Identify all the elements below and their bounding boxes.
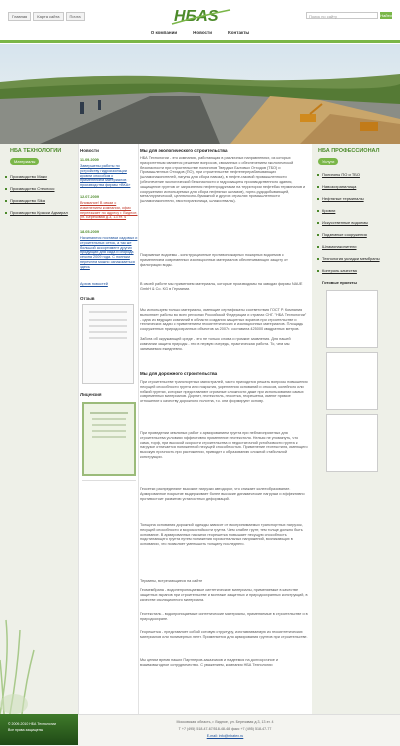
project-thumbnail[interactable] [326, 290, 378, 348]
bullet-icon [5, 212, 7, 214]
right-item-underground[interactable]: Подземные сооружения [322, 232, 367, 237]
paragraph: Геомембрана - водонепроницаемые синтетические материалы, применяемые в качестве защитных экранов при строительстве и монтаже защитных и природоохранных конструкций, в качестве изоляционного материала. [140, 588, 308, 602]
paragraph: Геосетки распределяют высокие нагрузки автодорог, что снижает колееобразование. Армированное покрытие выдерживает более высокие динамические нагрузки и эффективно противостоит развитию усталостных деформаций. [140, 487, 305, 501]
right-item-membrane[interactable]: Технология укладки мембраны [322, 256, 380, 261]
news-item[interactable]: Начинаются поставки садовых и строительных сеток, а так же большой ассортимент других продукции для сада и огорода сезона 2009 года. С полным перечнем можно ознакомиться здесь [80, 236, 138, 269]
bullet-icon [5, 200, 7, 202]
home-link[interactable]: Главная [8, 12, 31, 21]
news-item[interactable]: Завершены работы по устройству гидроизоляции кровли способом с применением материалов производства фирмы «ВКА» [80, 164, 131, 188]
license-image[interactable] [82, 402, 136, 476]
divider [78, 144, 79, 714]
main-nav [0, 27, 400, 39]
divider [138, 144, 139, 714]
footer-phone: Т +7 (495) 518-47-67/518-48-48 факс +7 (495) 518-47-77 [178, 727, 272, 731]
paragraph: В своей работе мы применяем материалы, которые производимы на заводах фирмы NAUE GmbH & Co. KG в Германии. [140, 282, 303, 291]
bullet-icon [317, 210, 319, 212]
search-input[interactable]: Поиск по сайту [306, 12, 378, 19]
logo-text: НБАS [174, 8, 219, 25]
paragraph: При проведении земляных работ с армированием грунта при неблагоприятных для строительства условиях эффективно применение геотекстиля. Нельзя не упомянуть, что сама, торф, при высокой скорости строительства и недостаточной устойчивости грунта к нагрузке отличается пониженной несущей способностью. Применение геотекстиля, имеющего высокую прочность при растяжении, приводит к образованию сложной стабильной конструкции. [140, 431, 308, 459]
bullet-icon [317, 222, 319, 224]
right-item-polygons[interactable]: Полигоны ПО и ТБО [322, 172, 360, 177]
news-item[interactable]: Внимание! В связи с изменением компании, офис переезжает по адресу г. Видное, ул. Березовая д.3, 13 эт. 4 [80, 201, 138, 220]
news-title: Новости [80, 148, 99, 153]
paragraph: При строительстве транспортных магистралей, часто приходится решать вопросы повышения несущей способности грунта или покрытия, укрепления оснований и откосов, колейного или гибкий грунтах, которые представляют огромные сложности даже при использовании самых современных материалов. Дорнит, геотекстиль, геосетка, георешетка, имеют прямое отношение к качеству дорожного полотна, т.к. они формируют основу. [140, 380, 308, 404]
section-heading-roads: Мы для дорожного строительства [140, 371, 218, 376]
left-item-stekloss[interactable]: Производство Стеклосс [10, 186, 55, 191]
copyright: © 2009-2010 НБА Технологии [8, 722, 56, 726]
right-badge[interactable]: Услуги [318, 158, 338, 165]
right-item-ponds[interactable]: Искусственные водоемы [322, 220, 369, 225]
paragraph: Толщина основания дорожной одежды зависит от воспринимаемых транспортных нагрузок, несущей способности и морозостойкости грунта. Чем слабее грунт, тем толще должно быть основание. В армированных насыпях георешетка повышает несущую способность подстилающего грунта путем понижения горизонтальных напряжений, возникающих в основании, что позволяет уменьшить толщину последнего. [140, 523, 303, 547]
nav-contacts[interactable]: Контакты [228, 30, 250, 35]
paragraph: Мы ценим время наших Партнеров-заказчиков и надеемся на долгосрочное и взаимовыгодное сотрудничество. С уважением, компания НБА Технологии [140, 658, 279, 667]
bullet-icon [317, 198, 319, 200]
right-title: НБА ПРОФЕССИОНАЛ [318, 148, 380, 154]
project-thumbnail[interactable] [326, 414, 378, 472]
section-heading-ecology: Мы для экологического строительства [140, 148, 228, 153]
left-badge[interactable]: Материалы [10, 158, 39, 165]
footer-email[interactable]: E-mail: info@nbatex.ru [206, 734, 244, 738]
right-item-quality[interactable]: Контроль качества [322, 268, 357, 273]
nav-news[interactable]: Новости [193, 30, 213, 35]
left-item-sika[interactable]: Производство Sika [10, 198, 45, 203]
paragraph: Термины, встречающиеся на сайте [140, 579, 203, 583]
search-button[interactable]: Найти [380, 13, 392, 18]
banner-image [0, 44, 400, 144]
license-title: Лицензия [80, 392, 102, 397]
bullet-icon [5, 176, 7, 178]
bullet-icon [317, 246, 319, 248]
bullet-icon [5, 188, 7, 190]
paragraph: Покрывные водоемы - конструкционные противопожарных пожарных водоемов с применением современных изоляционных материалов обеспечивающих защиту от фильтрации воды. [140, 253, 288, 267]
logo[interactable] [168, 6, 232, 26]
left-item-admiral[interactable]: Производство Краски Адмирал [10, 210, 68, 215]
grass-decoration [0, 600, 78, 714]
review-image[interactable] [82, 304, 134, 384]
rights: Все права защищены [8, 728, 44, 732]
header-divider [0, 40, 400, 43]
paragraph: Забота об окружающей среде - это не только слова и громкие заявления. Для нашей компании защита природы - это в первую очередь, практическая работа. То, чем мы занимаемся ежедневно. [140, 337, 291, 351]
right-item-oil[interactable]: Нефтяные терминалы [322, 196, 364, 201]
right-item-roofs[interactable]: Кровли [322, 208, 336, 213]
top-links [8, 12, 85, 21]
projects-title: Готовые проекты [322, 280, 357, 285]
footer-address: Московская область, г. Видное, ул. Березовая д.3, 13 эт. 4 [176, 720, 274, 724]
news-archive-link[interactable]: Архив новостей [80, 282, 108, 286]
paragraph: Мы используем только материалы, имеющие сертификаты соответствия ГОСТ Р. Компания выполняет работы во всех регионах Российской Федерации и странах СНГ. "НБА Технологии" - одна из ведущих компаний в области создания защитных экранов при строительстве и технических задач с применением геосинтетических и изоляционных материалов. Площадь сооруженных природоохранных объектов за 2007г. составила 425000 квадратных метров. [140, 308, 307, 332]
paragraph: Георешетка - представляет собой сотовую структуру, изготавливаемую из геосинтетических материалов или полимерных лент. Применяется для армирования грунтов при строительстве. [140, 630, 308, 639]
left-title: НБА ТЕХНОЛОГИИ [10, 148, 62, 154]
left-item-maki[interactable]: Производство Маки [10, 174, 47, 179]
mail-link[interactable]: Почта [66, 12, 85, 21]
divider [82, 480, 136, 481]
news-date: 12.07.2009 [80, 195, 100, 199]
paragraph: НБА Технологии - это компания, работающая в различных направлениях, из которых приоритетным является решение вопросов, связанных с обеспечением экологической безопасности при строительстве полигонов Твердых Бытовых Отходов (ТБО) и Промышленных Отходов (ПО), при строительстве нефтеперерабатывающих (шламонакопителей, лагуны для сбора навоза), в нефте-газовой промышленности (обеспечение экологической безопасности и гидрозащиты производственного здания, защищение грунтов от загрязнения нефтепродуктами на территории нефтебаз терминалов и сооружениях используемых для сбора нефтяных шламов), горно-рудодобывающей, металлургической, целлюлозно-бумажной и других отраслях промышленности (шламонакопители, хвостохранилища, шлакоотвалы). [140, 156, 306, 204]
bullet-icon [317, 186, 319, 188]
right-item-sludge[interactable]: Шламонакопители [322, 244, 357, 249]
project-thumbnail[interactable] [326, 352, 378, 410]
sitemap-link[interactable]: Карта сайта [33, 12, 63, 21]
bullet-icon [317, 270, 319, 272]
news-date: 18.05.2009 [80, 230, 100, 234]
news-date: 11.09.2009 [80, 158, 99, 162]
bullet-icon [317, 234, 319, 236]
bullet-icon [317, 258, 319, 260]
right-item-manure[interactable]: Навозохранилища [322, 184, 357, 189]
reviews-title: Отзыв [80, 296, 95, 301]
bullet-icon [317, 174, 319, 176]
paragraph: Геотекстиль - водопроницаемые синтетические материалы, применяемые в строительстве и в природоохране. [140, 612, 308, 621]
nav-about[interactable]: О компании [150, 30, 178, 35]
footer-brand [0, 714, 78, 745]
